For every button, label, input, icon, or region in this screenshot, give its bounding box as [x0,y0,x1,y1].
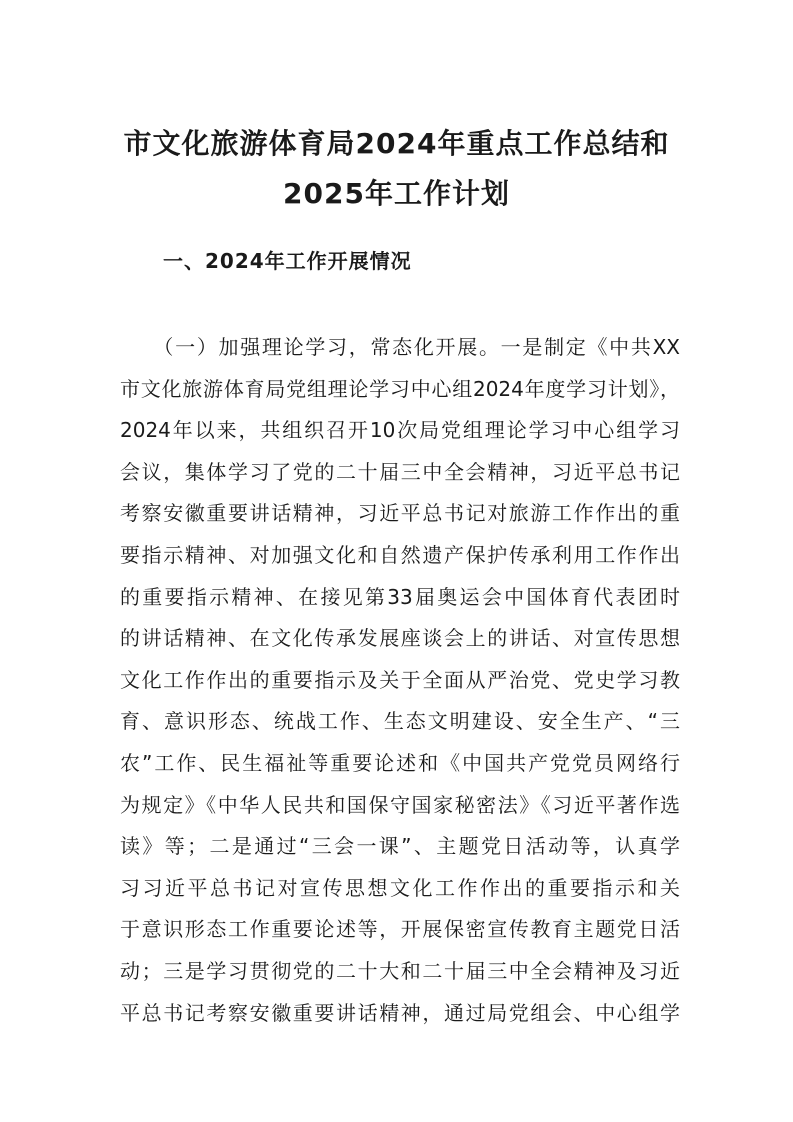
paragraph-line: 习习近平总书记对宣传思想文化工作作出的重要指示和关 [120,875,680,900]
paragraph-line: 育、意识形态、统战工作、生态文明建设、安全生产、“三 [120,709,680,734]
paragraph-line: 农”工作、民生福祉等重要论述和《中国共产党党员网络行 [120,750,680,775]
paragraph-line: 会议，集体学习了党的二十届三中全会精神，习近平总书记 [120,459,680,484]
section-heading: 一、2024年工作开展情况 [163,249,412,273]
paragraph-line: 的讲话精神、在文化传承发展座谈会上的讲话、对宣传思想 [120,626,680,651]
paragraph-line: 文化工作作出的重要指示及关于全面从严治党、党史学习教 [120,667,680,692]
paragraph-line: 要指示精神、对加强文化和自然遗产保护传承利用工作作出 [120,542,680,567]
document-title-line-2: 2025年工作计划 [283,177,510,210]
paragraph-line: 读》等；二是通过“三会一课”、主题党日活动等，认真学 [120,834,680,859]
paragraph-line: 于意识形态工作重要论述等，开展保密宣传教育主题党日活 [120,917,680,942]
paragraph-line: 为规定》《中华人民共和国保守国家秘密法》《习近平著作选 [120,792,680,817]
paragraph-line: 平总书记考察安徽重要讲话精神，通过局党组会、中心组学 [120,1000,680,1025]
paragraph-line: （一）加强理论学习，常态化开展。一是制定《中共XX [120,335,680,359]
paragraph-line: 动；三是学习贯彻党的二十大和二十届三中全会精神及习近 [120,958,680,983]
body-paragraph [120,327,680,1034]
paragraph-line: 2024年以来，共组织召开10次局党组理论学习中心组学习 [120,418,680,443]
document-title-line-1: 市文化旅游体育局2024年重点工作总结和 [123,127,670,160]
paragraph-line: 的重要指示精神、在接见第33届奥运会中国体育代表团时 [120,584,680,609]
paragraph-line: 考察安徽重要讲话精神，习近平总书记对旅游工作作出的重 [120,501,680,526]
paragraph-line: 市文化旅游体育局党组理论学习中心组2024年度学习计划》， [120,376,680,401]
